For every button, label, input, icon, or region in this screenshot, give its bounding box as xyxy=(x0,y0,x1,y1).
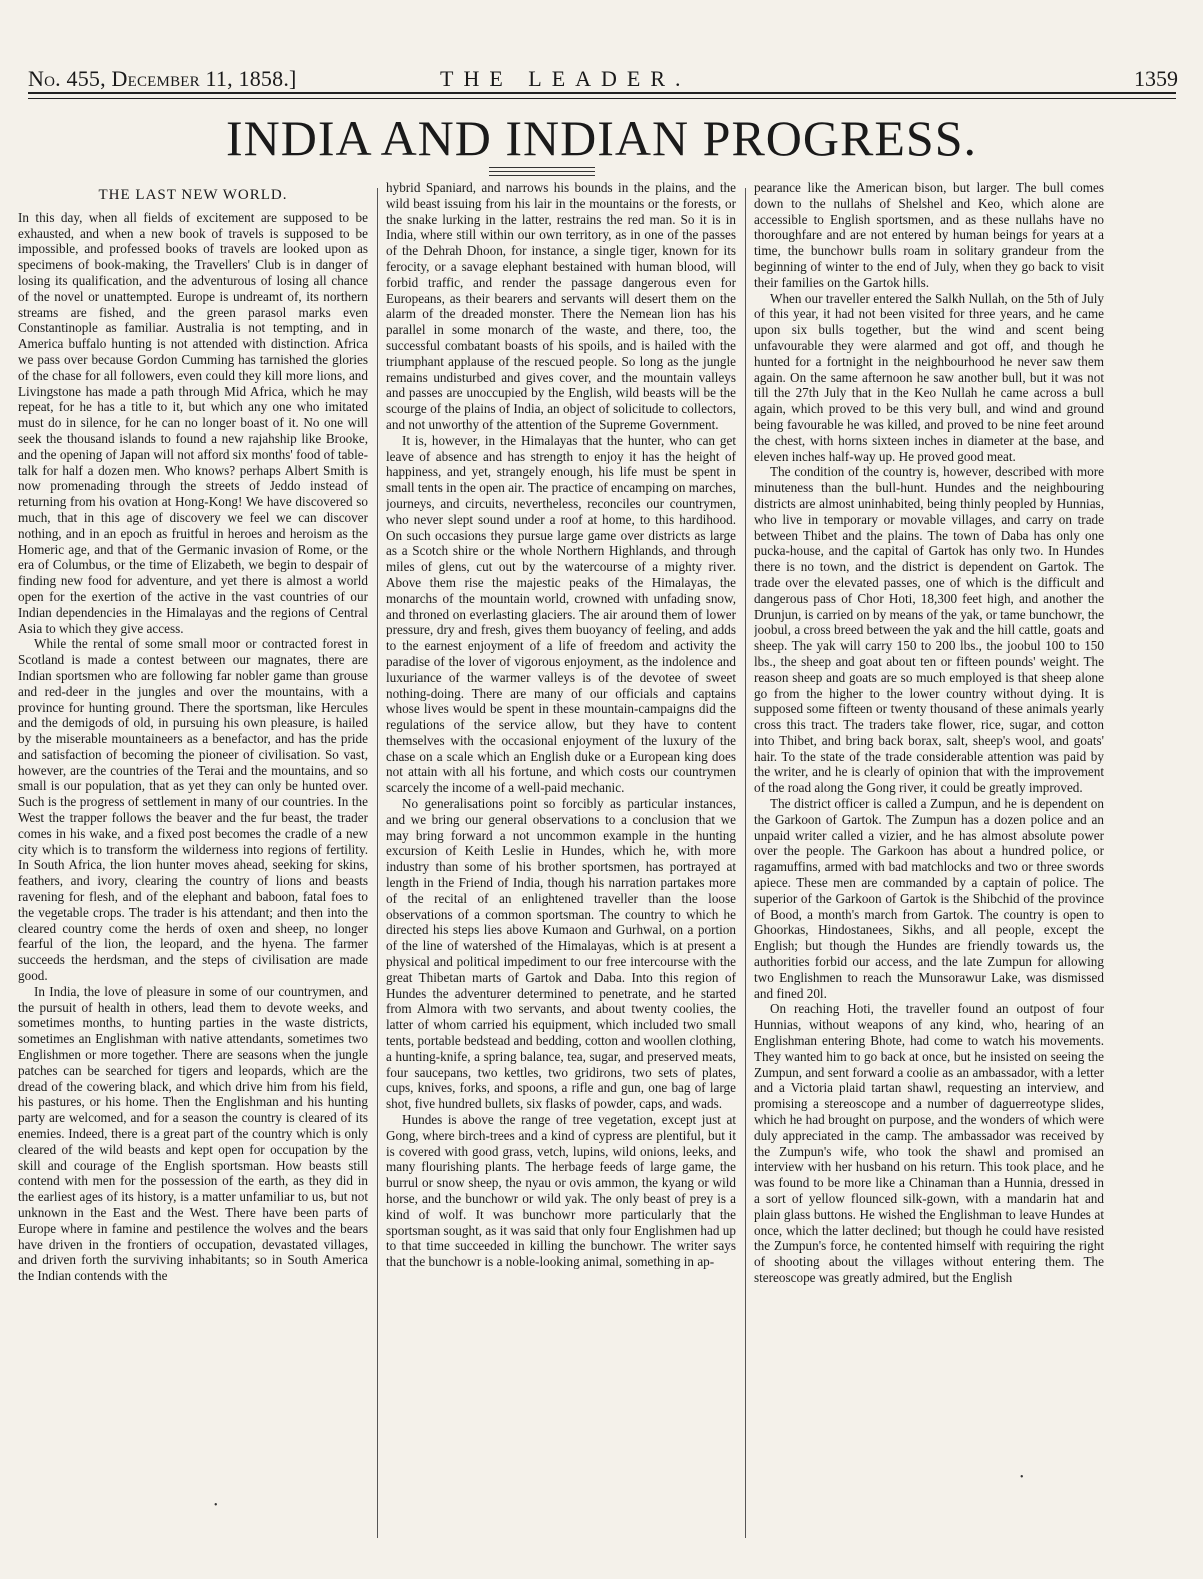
paragraph: While the rental of some small moor or contracted forest in Scotland is made a contest between our magnates, there are Indian sportsmen who are following far nobler game than grouse and red-deer in the jungles and over the mountains, with a province for hunting ground. There the sportsman, like Hercules and the demigods of old, in pursuing his own pleasure, is hailed by the miserable mountaineers as a benefactor, and has the pride and satisfaction of becoming the pioneer of civilisation. So vast, however, are the countries of the Terai and the mountains, and so small is our population, that as yet they can only be hunted over. Such is the progress of settlement in many of our countries. In the West the trapper follows the beaver and the fur beast, the trader comes in his wake, and a fixed post becomes the cradle of a new city which is to transform the wilderness into regions of fertility. In South Africa, the lion hunter moves ahead, seeking for skins, feathers, and ivory, clearing the country of lions and beasts ravening for flesh, and of the elephant and baboon, fatal foes to the vegetable crops. The trader is his attendant; and then into the cleared country come the herds of oxen and sheep, no longer fearful of the lion, the leopard, and the hyena. The farmer succeeds the herdsman, and the steps of civilisation are made good. xyxy=(18,636,368,984)
newspaper-name: THE LEADER. xyxy=(440,66,691,91)
paragraph: On reaching Hoti, the traveller found an outpost of four Hunnias, without weapons of any kind, who, hearing of an Englishman entering Bhote, had come to watch his movements. They wanted him to go back at once, but he insisted on seeing the Zumpun, and sent forward a coolie as an ambassador, with a letter and a Victoria plaid tartan shawl, requesting an interview, and promising a stereoscope and a number of daguerreotype slides, which he had brought on purpose, and the wonders of which were duly appreciated in the camp. The ambassador was received by the Zumpun's wife, who took the shawl and promised an interview with her husband on his return. This took place, and he was found to be more like a Chinaman than a Hunnia, dressed in a sort of yellow flounced silk-gown, with a mandarin hat and plain glass buttons. He wished the Englishman to leave Hundes at once, which the latter declined; but though he could have resisted the Zumpun's force, he contented himself with requiring the right of shooting about the villages without entering them. The stereoscope was greatly admired, but the English xyxy=(754,1001,1104,1285)
paragraph: In this day, when all fields of excitement are supposed to be exhausted, and when a new book of travels is supposed to be impossible, and professed books of travels are looked upon as specimens of book-making, the Travellers' Club is in danger of losing its qualification, and the adventurous of losing all chance of the novel or unattempted. Europe is undreamt of, its northern streams are fished, and the green parasol marks even Constantinople as familiar. Australia is not tempting, and in America buffalo hunting is not attended with distinction. Africa we pass over because Gordon Cumming has tarnished the glories of the chase for all followers, even could they kill more lions, and Livingstone has made a path through Mid Africa, which he may repeat, for he has a title to it, but which any one who imitated must do in silence, for he can no longer boast of it. No one will seek the thousand islands to found a new rajahship like Brooke, and the opening of Japan will not afford six months' food of table-talk for half a dozen men. Who knows? perhaps Albert Smith is now promenading through the streets of Jeddo instead of returning from his ovation at Hong-Kong! We have discovered so much, that in this age of discovery we feel we can discover nothing, and in an epoch as fruitful in heroes and heroism as the Homeric age, and that of the Germanic invasion of Rome, or the era of Columbus, or the time of Elizabeth, we begin to despair of finding new food for adventure, and yet there is almost a world open for the exertion of the active in the vast countries of our Indian dependencies in the Himalayas and the regions of Central Asia to which they give access. xyxy=(18,209,368,636)
paragraph: The condition of the country is, however, described with more minuteness than the bull-hunt. Hundes and the neighbouring districts are almost uninhabited, being thinly peopled by Hunnias, who live in temporary or movable villages, and carry on trade between Thibet and the plains. The town of Daba has only one pucka-house, and the capital of Gartok has only two. In Hundes there is no town, and the district is dependent on Gartok. The trade over the elevated passes, one of which is the difficult and dangerous pass of Chor Hoti, 18,300 feet high, and another the Drunjun, is carried on by means of the yak, or tame bunchowr, the joobul, a cross breed between the yak and the hill cattle, goats and sheep. The yak will carry 150 to 200 lbs., the joobul 100 to 150 lbs., the sheep and goat about ten or fifteen pounds' weight. The reason sheep and goats are so much employed is that sheep alone go from the higher to the lower country without dying. It is supposed some fifteen or twenty thousand of these animals yearly cross this tract. The traders take flower, rice, sugar, and cotton into Thibet, and bring back borax, salt, sheep's wool, and goats' hair. To the state of the trade considerable attention was paid by the writer, and he is clearly of opinion that with the improvement of the road along the Gong river, it could be greatly improved. xyxy=(754,464,1104,796)
column-2 xyxy=(386,180,736,1550)
article-columns xyxy=(18,180,1178,1550)
column-3 xyxy=(754,180,1104,1550)
title-ornament-rule-top xyxy=(489,167,595,168)
issue-date: No. 455, December 11, 1858.] xyxy=(28,66,297,91)
section-title: INDIA AND INDIAN PROGRESS. xyxy=(225,110,978,166)
paragraph: The district officer is called a Zumpun, and he is dependent on the Garkoon of Gartok. The Zumpun has a dozen police and an unpaid writer called a vizier, and he has almost absolute power over the people. The Garkoon has about a hundred police, or ragamuffins, armed with bad matchlocks and two or three swords apiece. These men are commanded by a captain of police. The superior of the Garkoon of Gartok is the Shibchid of the province of Bood, a month's march from Gartok. The country is open to Ghoorkas, Hindostanees, Sikhs, and all people, except the English; but though the Hundes are friendly towards us, the authorities forbid our access, and the late Zumpun for allowing two Englishmen to reach the Munsorawur Lake, was dismissed and fined 20l. xyxy=(754,796,1104,1001)
paragraph: Hundes is above the range of tree vegetation, except just at Gong, where birch-trees and a kind of cypress are plentiful, but it is covered with good grass, vetch, lupins, wild onions, leeks, and many flourishing plants. The herbage feeds of large game, the burrul or snow sheep, the nyau or ovis ammon, the kyang or wild horse, and the bunchowr or wild yak. The only beast of prey is a kind of wolf. It was bunchowr more particularly that the sportsman sought, as it was said that only four Englishmen had up to that time succeeded in killing the bunchowr. The writer says that the bunchowr is a noble-looking animal, something in ap- xyxy=(386,1112,736,1270)
paragraph: In India, the love of pleasure in some of our countrymen, and the pursuit of health in others, lead them to devote weeks, and sometimes months, to hunting parties in the waste districts, sometimes an Englishman with native attendants, sometimes two Englishmen or more together. There are seasons when the jungle patches can be searched for tigers and leopards, which are the dread of the cowering black, and which drive him from his field, his pastures, or his home. Then the Englishman and his hunting party are welcomed, and for a season the country is cleared of its enemies. Indeed, there is a great part of the country which is only cleared of the wild beasts and kept open for occupation by the skill and courage of the English sportsman. How beasts still contend with men for the possession of the earth, as they did in the earliest ages of its history, is a matter unfamiliar to us, but not unknown in the East and the West. There have been parts of Europe where in famine and pestilence the wolves and the bears have driven in the frontiers of occupation, devastated villages, and driven forth the surviving inhabitants; so in South America the Indian contends with the xyxy=(18,983,368,1284)
paragraph: pearance like the American bison, but larger. The bull comes down to the nullahs of Shelshel and Keo, which alone are accessible to English sportsmen, and as these nullahs have no thoroughfare and are not entered by human beings for years at a time, the bunchowr bulls roam in solitary grandeur from the beginning of winter to the end of July, when they go back to visit their families on the Gartok hills. xyxy=(754,180,1104,290)
title-ornament-rule-bottom xyxy=(489,175,595,176)
header-rule xyxy=(28,92,1176,99)
paragraph: When our traveller entered the Salkh Nullah, on the 5th of July of this year, it had not been visited for three years, and he came upon six bulls together, but the wind and scent being unfavourable they were alarmed and got off, and though he hunted for a fortnight in the neighbourhood he never saw them again. On the same afternoon he saw another bull, but it was not till the 27th July that in the Keo Nullah he came across a bull again, which proved to be this very bull, and wind and ground being favourable he was killed, and proved to be nine feet around the chest, with horns sixteen inches in diameter at the base, and eleven inches half-way up. He proved good meat. xyxy=(754,290,1104,464)
paragraph: hybrid Spaniard, and narrows his bounds in the plains, and the wild beast issuing from his lair in the mountains or the forests, or the snake lurking in the latter, restrains the red man. So it is in India, where still within our own territory, as in one of the passes of the Dehrah Dhoon, for instance, a single tiger, known for its ferocity, or a savage elephant bestained with human blood, will forbid traffic, and render the passage dangerous even for Europeans, as their bearers and servants will desert them on the alarm of the dreaded monster. There the Nemean lion has his parallel in some monarch of the waste, and there, too, the successful combatant boasts of his spoils, and is hailed with the triumphant applause of the rescued people. So long as the jungle remains undisturbed and gives cover, and the mountain valleys and passes are unoccupied by the English, wild beasts will be the scourge of the plains of India, an object of solicitude to collectors, and not unworthy of the attention of the Supreme Government. xyxy=(386,180,736,432)
column-divider xyxy=(745,188,746,1538)
title-ornament-rule-middle xyxy=(489,171,595,172)
article-heading: THE LAST NEW WORLD. xyxy=(98,187,288,203)
print-speck: • xyxy=(214,1500,218,1511)
column-divider xyxy=(377,188,378,1538)
running-head xyxy=(28,60,1178,94)
paragraph: No generalisations point so forcibly as particular instances, and we bring our general observations to a conclusion that we may bring forward a not uncommon example in the hunting excursion of Keith Leslie in Hundes, which he, with more industry than some of his brother sportsmen, has portrayed at length in the Friend of India, though his narration partakes more of the recital of an enlightened traveller than the loose observations of a common sportsman. The country to which he directed his steps lies above Kumaon and Gurhwal, on a portion of the line of watershed of the Himalayas, which is at present a physical and political impediment to our free intercourse with the great Thibetan marts of Gartok and Daba. Into this region of Hundes the adventurer determined to penetrate, and he started from Almora with two servants, and about twenty coolies, the latter of whom carried his equipment, which included two small tents, portable bedstead and bedding, cotton and woollen clothing, a hunting-knife, a spring balance, tea, sugar, and preserved meats, four saucepans, two kettles, two gridirons, two sets of plates, cups, knives, forks, and spoons, a rifle and gun, one bag of large shot, five hundred bullets, six flasks of powder, caps, and wads. xyxy=(386,796,736,1112)
print-speck: • xyxy=(1020,1472,1024,1483)
column-1 xyxy=(18,180,368,1550)
paragraph: It is, however, in the Himalayas that the hunter, who can get leave of absence and has strength to enjoy it has the height of happiness, and yet, strangely enough, his life must be spent in small tents in the open air. The practice of encamping on marches, journeys, and circuits, nevertheless, reconciles our countrymen, who never slept sound under a roof at home, to this hardihood. On such occasions they pursue large game over districts as large as a Scotch shire or the whole Northern Highlands, and through miles of glens, cut out by the watercourse of a mighty river. Above them rise the majestic peaks of the Himalayas, the monarchs of the mountain world, crowned with unfading snow, and throned on everlasting glaciers. The air around them of lower pressure, dry and fresh, gives them buoyancy of feeling, and adds to the earnest enjoyment of a life of freedom and activity the paradise of the lover of vigorous enjoyment, as the indolence and luxuriance of the warmer valleys is of the devotee of sweet nothing-doing. There are many of our officials and captains whose lives would be spent in these mountain-campaigns did the regulations of the service allow, but they have to content themselves with the occasional enjoyment of the luxury of the chase on a scale which an English duke or a European king does not attain with all his fortune, and which costs our countrymen scarcely the income of a well-paid mechanic. xyxy=(386,432,736,796)
page-number: 1359 xyxy=(1134,66,1178,91)
